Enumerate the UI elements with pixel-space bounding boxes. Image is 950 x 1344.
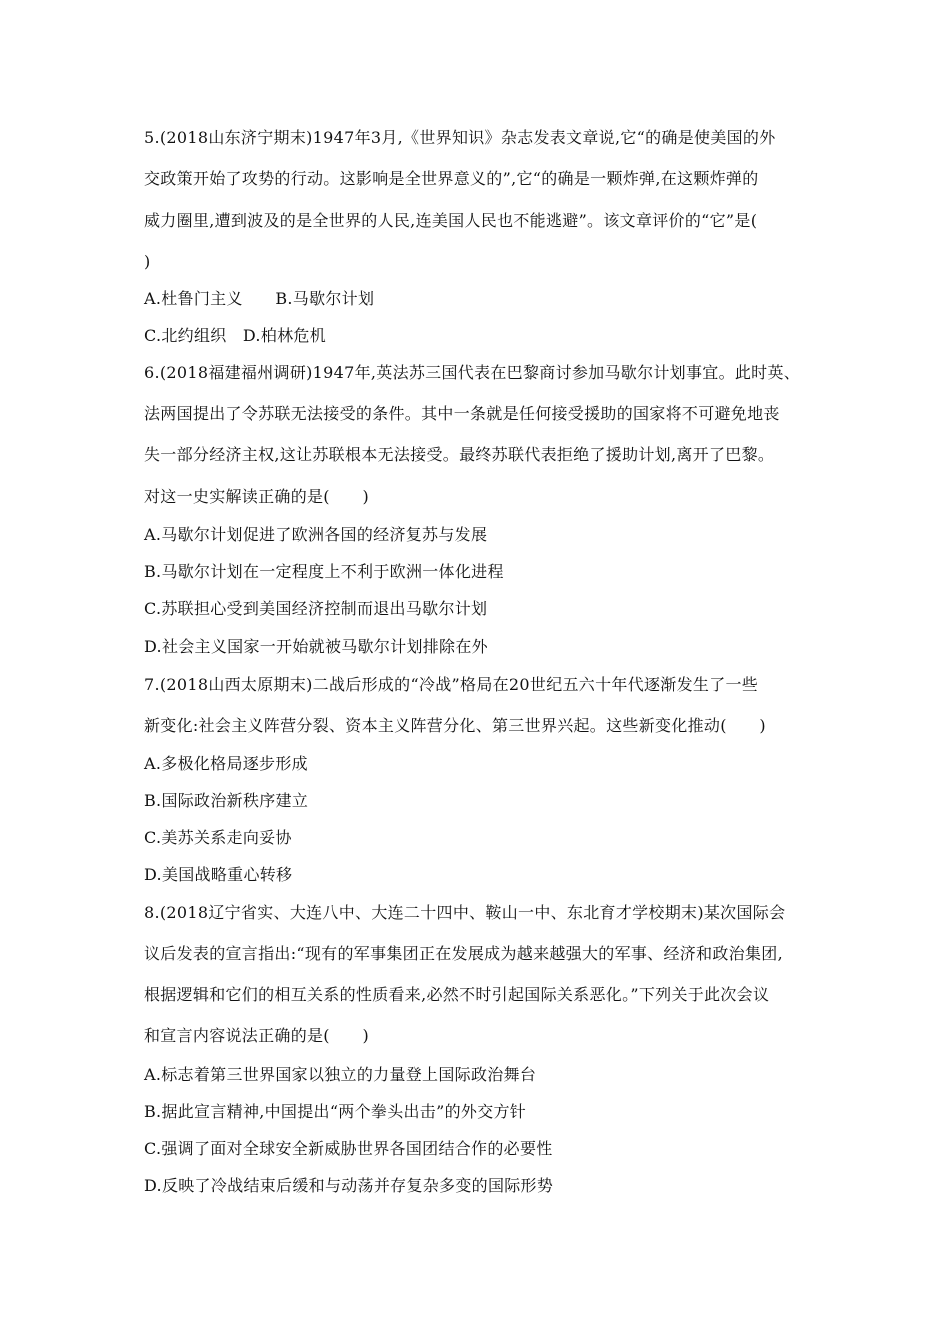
question-7-stem-line: 7.(2018山西太原期末)二战后形成的“冷战”格局在20世纪五六十年代逐渐发生了一些 — [144, 675, 759, 694]
question-8-option-d: D.反映了冷战结束后缓和与动荡并存复杂多变的国际形势 — [144, 1176, 554, 1195]
question-5-stem-line: ) — [144, 252, 151, 271]
question-7-stem-line: 新变化:社会主义阵营分裂、资本主义阵营分化、第三世界兴起。这些新变化推动( ) — [144, 716, 766, 735]
question-8-option-c: C.强调了面对全球安全新威胁世界各国团结合作的必要性 — [144, 1139, 553, 1158]
question-6-option-c: C.苏联担心受到美国经济控制而退出马歇尔计划 — [144, 599, 488, 618]
question-7-option-b: B.国际政治新秩序建立 — [144, 791, 309, 810]
question-8-stem-line: 和宣言内容说法正确的是( ) — [144, 1026, 369, 1045]
question-7-option-c: C.美苏关系走向妥协 — [144, 828, 292, 847]
question-6-stem-line: 6.(2018福建福州调研)1947年,英法苏三国代表在巴黎商讨参加马歇尔计划事宜。此时英、 — [144, 363, 801, 382]
question-8-option-b: B.据此宣言精神,中国提出“两个拳头出击”的外交方针 — [144, 1102, 527, 1121]
question-8-stem-line: 8.(2018辽宁省实、大连八中、大连二十四中、鞍山一中、东北育才学校期末)某次国际会 — [144, 903, 786, 922]
question-8-option-a: A.标志着第三世界国家以独立的力量登上国际政治舞台 — [144, 1065, 537, 1084]
question-8-stem-line: 根据逻辑和它们的相互关系的性质看来,必然不时引起国际关系恶化。”下列关于此次会议 — [144, 985, 770, 1004]
question-7-option-a: A.多极化格局逐步形成 — [144, 754, 308, 773]
question-6-stem-line: 法两国提出了令苏联无法接受的条件。其中一条就是任何接受援助的国家将不可避免地丧 — [144, 404, 780, 423]
question-6-stem-line: 对这一史实解读正确的是( ) — [144, 487, 369, 506]
question-5-stem-line: 5.(2018山东济宁期末)1947年3月,《世界知识》杂志发表文章说,它“的确是使美国的外 — [144, 128, 776, 147]
question-7-option-d: D.美国战略重心转移 — [144, 865, 293, 884]
question-5-option-line: C.北约组织 D.柏林危机 — [144, 326, 327, 345]
question-5-stem-line: 交政策开始了攻势的行动。这影响是全世界意义的”,它“的确是一颗炸弹,在这颗炸弹的 — [144, 169, 759, 188]
question-8-stem-line: 议后发表的宣言指出:“现有的军事集团正在发展成为越来越强大的军事、经济和政治集团, — [144, 944, 783, 963]
question-6-option-d: D.社会主义国家一开始就被马歇尔计划排除在外 — [144, 637, 488, 656]
question-6-stem-line: 失一部分经济主权,这让苏联根本无法接受。最终苏联代表拒绝了援助计划,离开了巴黎。 — [144, 445, 775, 464]
question-5-stem-line: 威力圈里,遭到波及的是全世界的人民,连美国人民也不能逃避”。该文章评价的“它”是( — [144, 211, 758, 230]
question-6-option-a: A.马歇尔计划促进了欧洲各国的经济复苏与发展 — [144, 525, 488, 544]
question-5-option-line: A.杜鲁门主义 B.马歇尔计划 — [144, 289, 375, 308]
question-6-option-b: B.马歇尔计划在一定程度上不利于欧洲一体化进程 — [144, 562, 504, 581]
